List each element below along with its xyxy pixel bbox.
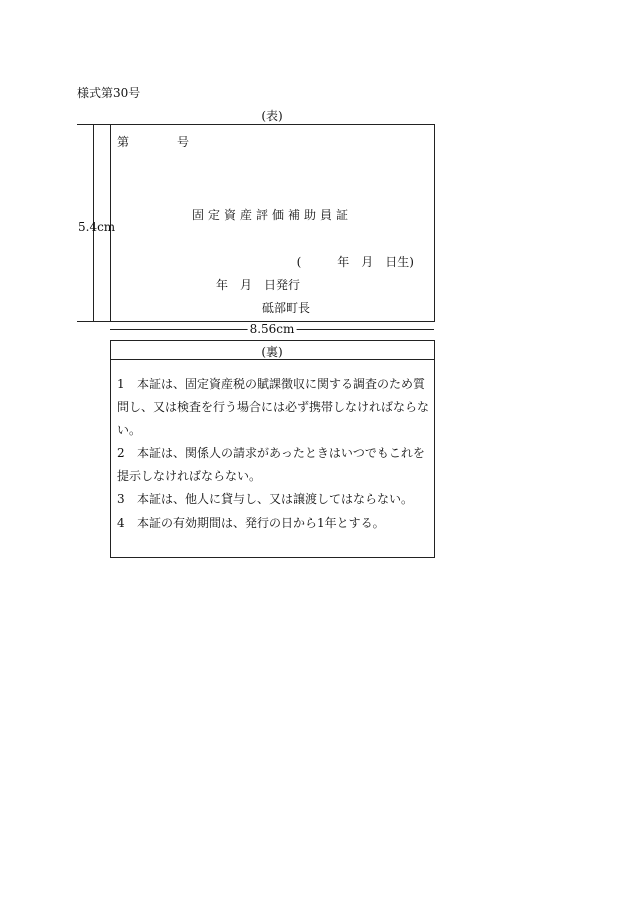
number-prefix: 第 — [117, 135, 130, 149]
dimension-bottom-extension — [77, 321, 111, 322]
form-number: 様式第30号 — [77, 86, 141, 100]
back-item-text: 本証は、固定資産税の賦課徴収に関する調査のため質問し、又は検査を行う場合には必ず携帯しなければならない。 — [117, 377, 430, 437]
back-side-label: (裏) — [261, 345, 283, 359]
back-item-number: 2 — [117, 446, 125, 460]
back-item-text: 本証は、関係人の請求があったときはいつでもこれを提示しなければならない。 — [117, 446, 425, 483]
back-item-1 — [117, 373, 435, 442]
back-item-text: 本証は、他人に貸与し、又は譲渡してはならない。 — [137, 492, 414, 506]
back-item-3 — [117, 488, 435, 511]
front-side-label: (表) — [261, 109, 283, 123]
back-item-text: 本証の有効期間は、発行の日から1年とする。 — [137, 516, 385, 530]
issuer: 砥部町長 — [262, 301, 311, 315]
back-item-2 — [117, 442, 435, 488]
height-dimension-label: 5.4cm — [78, 220, 116, 234]
number-suffix: 号 — [177, 135, 190, 149]
card-title: 固定資産評価補助員証 — [191, 208, 353, 222]
issue-date: 年 月 日発行 — [216, 278, 301, 292]
back-item-number: 3 — [117, 492, 125, 506]
back-item-number: 1 — [117, 377, 125, 391]
birth-date-line: ( 年 月 日生) — [296, 255, 414, 269]
width-dimension-label: 8.56cm — [249, 322, 295, 336]
back-item-4 — [117, 512, 435, 535]
dimension-top-extension — [77, 124, 111, 125]
back-item-number: 4 — [117, 516, 125, 530]
